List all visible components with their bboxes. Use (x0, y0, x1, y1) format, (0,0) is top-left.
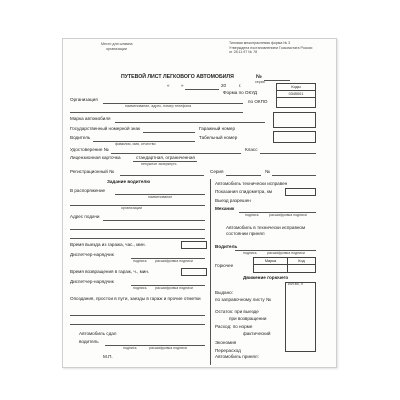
form-number-label: № (256, 74, 262, 80)
series-label: Серия (210, 169, 224, 174)
plate-line (143, 132, 195, 133)
handed-sign-hint: подпись (123, 346, 137, 350)
car-brand-box (273, 112, 316, 128)
fuel-movement-header: Движение горючего (243, 275, 289, 280)
consumption-fact-label: фактический (243, 331, 271, 336)
address-line (103, 220, 205, 221)
odometer-box (285, 188, 316, 196)
issued-label: Выдано: (215, 290, 233, 295)
codes-table (276, 83, 316, 108)
driver-accept-decode-hint: расшифровка подписи (267, 251, 305, 255)
handed-driver-label: водитель (79, 339, 99, 344)
dispatcher-label: Диспетчер-нарядчик (70, 252, 114, 257)
return-time-box (181, 268, 207, 276)
date-year-suffix: г. (239, 83, 242, 88)
fuel-code-header: Код (288, 258, 316, 265)
driver-label: Водитель (70, 135, 91, 140)
approval-line-2: Утверждена постановлением Госкомстата России (229, 45, 313, 50)
depart-time-box (181, 241, 207, 249)
mechanic-decode-hint: расшифровка подписи (269, 213, 307, 217)
disposal-hint: наименование (148, 195, 173, 199)
return-time-label: Время возвращения в гараж, ч., мин. (70, 269, 150, 274)
approval-line-1: Типовая межотраслевая форма № 3 (229, 41, 291, 45)
waybill-form (62, 38, 337, 368)
org-hint: организации (121, 206, 142, 210)
fuel-label: Горючее (215, 263, 234, 268)
stamp-place-label: Место для штампа (101, 42, 133, 46)
driver-hint: фамилия, имя, отчество (115, 142, 156, 146)
car-accepted-label: Автомобиль принял: (215, 354, 259, 359)
dispatcher-sign-hint: подпись (133, 259, 147, 263)
fuel-qty-column (285, 282, 316, 352)
form-number-line (264, 80, 290, 81)
class-line (260, 153, 316, 154)
mp-label: М.П. (103, 354, 113, 359)
okud-code: 0345001 (277, 91, 316, 98)
dispatcher-label-2: Диспетчер-нарядчик (70, 279, 114, 284)
organization-hint: наименование, адрес, номер телефона (125, 104, 192, 108)
tech-ok-label: Автомобиль технически исправен (215, 181, 288, 186)
delays-label: Опоздания, простои в пути, заезды в гараж и прочие отметки (70, 296, 201, 301)
license-label: Удостоверение № (70, 147, 109, 152)
fuel-code-cell (288, 265, 316, 273)
license-line (111, 153, 241, 154)
fuel-table (253, 257, 316, 273)
odometer-label: Показания спидометра, км (215, 189, 273, 194)
driver-accept-label: Водитель (215, 244, 238, 249)
exit-allowed-label: Выезд разрешен (215, 198, 251, 203)
garage-no-label: Гаражный номер (199, 126, 236, 131)
form-title: ПУТЕВОЙ ЛИСТ ЛЕГКОВОГО АВТОМОБИЛЯ (121, 74, 234, 80)
date-year: 20 (221, 83, 227, 88)
remaining-return-label: при возвращении (229, 316, 267, 321)
license-card-label: Лицензионная карточка (70, 155, 121, 160)
car-brand-label: Марка автомобиля (70, 116, 111, 121)
approval-line-3: от 28.11.97 № 78 (229, 50, 258, 54)
disposal-label: В распоряжение (70, 188, 106, 193)
organization-line-2 (70, 112, 243, 113)
organization-label: Организация (70, 97, 98, 102)
economy-label: Экономия (215, 340, 237, 345)
tab-no-box (273, 131, 316, 143)
dispatcher-decode-hint: расшифровка подписи (155, 259, 193, 263)
address-line-3 (70, 238, 205, 239)
okud-label: Форма по ОКУД (223, 90, 258, 95)
okpo-label: по ОКПО (248, 99, 268, 104)
plate-label: Государственный номерной знак (70, 126, 141, 131)
overuse-label: Перерасход (215, 348, 241, 353)
handed-decode-hint: расшифровка подписи (149, 346, 187, 350)
dispatcher-decode-hint-2: расшифровка подписи (155, 286, 193, 290)
mechanic-label: Механик (215, 206, 235, 211)
delays-line (70, 315, 205, 316)
tech-ok-accepted-label: Автомобиль в технически исправном состоянии принял (226, 225, 306, 236)
fuel-qty-header: кол-во, л (288, 282, 303, 286)
remaining-label: Остаток: при выезде (215, 309, 259, 314)
series-hint: серия (255, 80, 265, 84)
class-label: Класс (245, 147, 258, 152)
date-close-quote: » (181, 83, 184, 88)
dispatcher-sign-hint-2: подпись (133, 286, 147, 290)
license-card-value: стандартная, ограниченная (136, 155, 195, 160)
depart-time-label: Время выезда из гаража, час., мин. (70, 242, 146, 247)
license-card-hint: ненужное зачеркнуть (141, 162, 177, 166)
driver-accept-sign-hint: подпись (243, 251, 257, 255)
tab-no-label: Табельный номер (199, 135, 238, 140)
stamp-org-label: организации (106, 47, 127, 51)
car-handed-label: Автомобиль сдал (79, 331, 117, 336)
number-label: № (265, 169, 270, 174)
mechanic-sign-hint: подпись (245, 213, 259, 217)
fuel-brand-header: Марка (254, 258, 288, 265)
reg-no-label: Регистрационный № (70, 169, 115, 174)
consumption-label: Расход: по норме (215, 324, 253, 329)
number-line (272, 175, 316, 176)
task-header: Задание водителю (107, 179, 151, 184)
okpo-code-cell (277, 98, 316, 108)
date-open-quote: « (167, 83, 170, 88)
car-brand-line (115, 122, 265, 123)
date-month-line (185, 89, 219, 90)
column-divider (210, 179, 211, 365)
fuel-brand-cell (254, 265, 288, 273)
address-line-2 (70, 229, 205, 230)
delays-line-2 (70, 324, 205, 325)
address-label: Адрес подачи (70, 214, 100, 219)
reg-no-line (120, 175, 204, 176)
codes-header: Коды (277, 84, 316, 91)
series-line (226, 175, 261, 176)
issued-card-label: по заправочному листу № (215, 297, 271, 302)
